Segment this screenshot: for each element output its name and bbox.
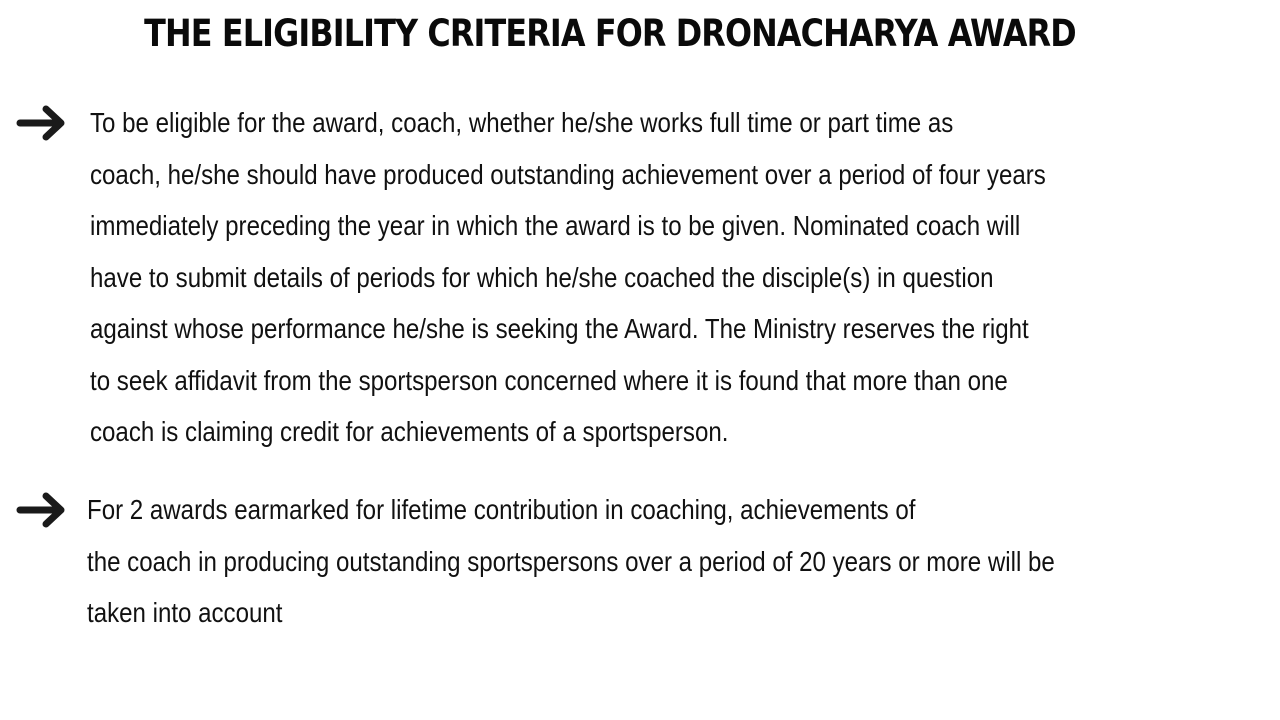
page-title: THE ELIGIBILITY CRITERIA FOR DRONACHARYA AWARD bbox=[144, 12, 1076, 55]
bullet-item bbox=[16, 484, 1216, 639]
right-arrow-icon bbox=[16, 488, 68, 532]
text-line: coach, he/she should have produced outstanding achievement over a period of four years bbox=[90, 158, 1046, 190]
bullet-item bbox=[16, 97, 1216, 458]
text-line: coach is claiming credit for achievements of a sportsperson. bbox=[90, 416, 729, 447]
text-line: To be eligible for the award, coach, whether he/she works full time or part time as bbox=[90, 107, 954, 138]
text-line: the coach in producing outstanding sportspersons over a period of 20 years or more will be bbox=[87, 545, 1055, 577]
bullet-text bbox=[87, 484, 1058, 639]
right-arrow-icon bbox=[16, 101, 68, 145]
text-line: immediately preceding the year in which the award is to be given. Nominated coach will bbox=[90, 210, 1021, 241]
text-line: For 2 awards earmarked for lifetime contribution in coaching, achievements of bbox=[87, 494, 916, 525]
bullet-text bbox=[90, 97, 1058, 458]
text-line: have to submit details of periods for which he/she coached the disciple(s) in question bbox=[90, 261, 994, 293]
text-line: taken into account bbox=[87, 597, 283, 628]
text-line: to seek affidavit from the sportsperson concerned where it is found that more than one bbox=[90, 364, 1008, 396]
text-line: against whose performance he/she is seeking the Award. The Ministry reserves the right bbox=[90, 313, 1029, 344]
